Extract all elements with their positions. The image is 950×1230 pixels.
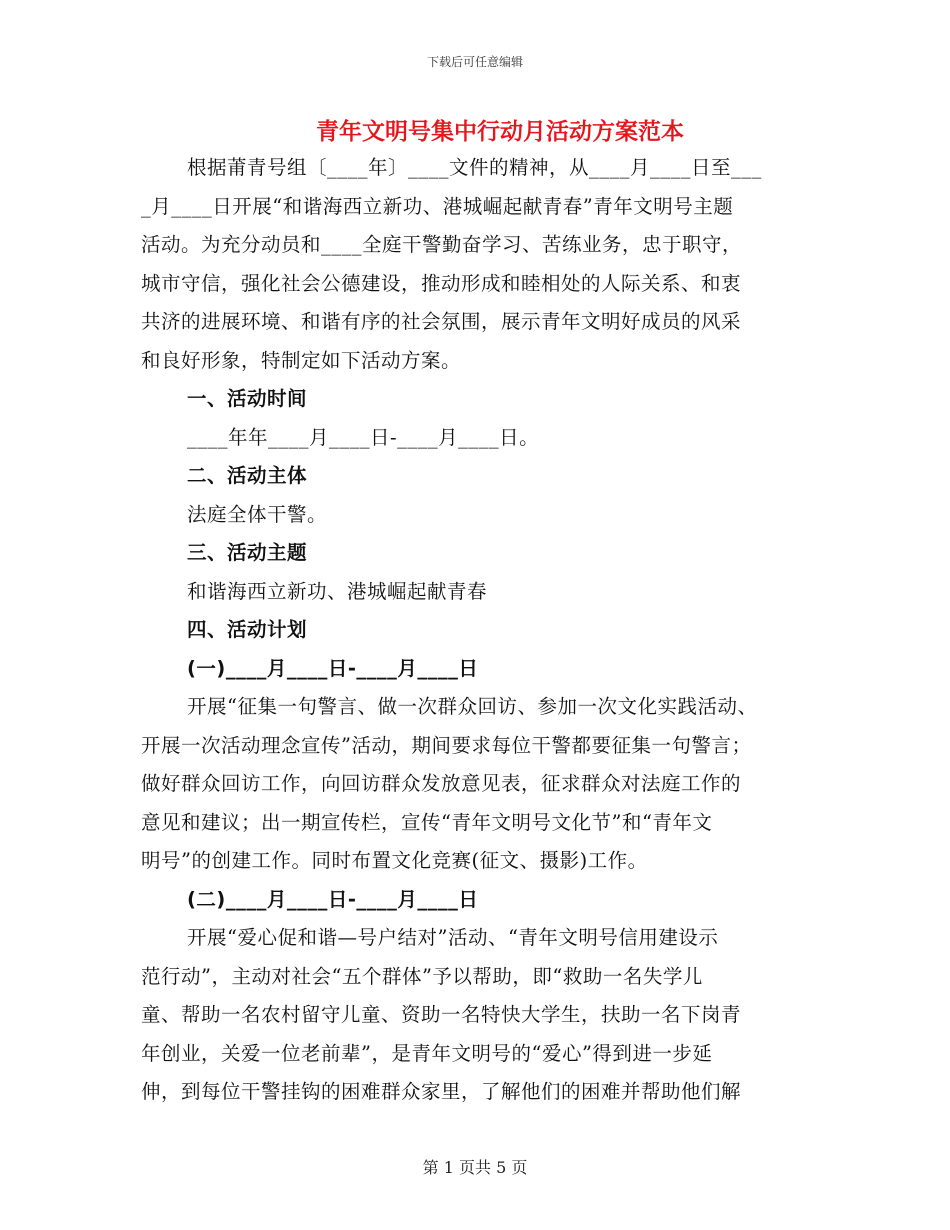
body-line: 明号”的创建工作。同时布置文化竞赛(征文、摄影)工作。 [141,849,648,872]
section-heading: 四、活动计划 [187,618,308,641]
body-line: 伸，到每位干警挂钩的困难群众家里，了解他们的困难并帮助他们解 [141,1080,742,1103]
page-footer: 第 1 页共 5 页 [422,1158,528,1177]
section-heading: 二、活动主体 [187,464,308,487]
body-line: 法庭全体干警。 [187,502,328,526]
body-line: 开展“征集一句警言、做一次群众回访、参加一次文化实践活动、 [187,695,758,718]
section-heading: 三、活动主题 [187,541,308,564]
body-line: 根据莆青号组〔____年〕____文件的精神，从____月____日至___ [187,156,762,179]
subsection-heading: (二)____月____日-____月____日 [187,887,479,911]
body-line: 活动。为充分动员和____全庭干警勤奋学习、苦练业务，忠于职守， [141,233,743,256]
body-line: 和谐海西立新功、港城崛起献青春 [187,579,488,603]
document-title: 青年文明号集中行动月活动方案范本 [316,119,684,145]
section-heading: 一、活动时间 [187,387,308,410]
body-line: _月____日开展“和谐海西立新功、港城崛起献青春”青年文明号主题 [141,194,734,218]
subsection-heading: (一)____月____日-____月____日 [187,656,479,680]
header-note: 下载后可任意编辑 [426,55,523,69]
body-line: 童、帮助一名农村留守儿童、资助一名特快大学生，扶助一名下岗青 [141,1003,742,1026]
body-line: 开展“爱心促和谐—号户结对”活动、“青年文明号信用建设示 [187,926,719,949]
body-line: ____年年____月____日-____月____日。 [187,425,540,449]
body-line: 共济的进展环境、和谐有序的社会氛围，展示青年文明好成员的风采 [141,310,742,333]
body-line: 年创业，关爱一位老前辈”，是青年文明号的“爱心”得到进一步延 [141,1041,713,1065]
body-line: 开展一次活动理念宣传”活动，期间要求每位干警都要征集一句警言； [141,733,752,757]
body-line: 范行动”，主动对社会“五个群体”予以帮助，即“救助一名失学儿 [141,964,703,988]
document-body [141,149,811,1112]
body-line: 意见和建议；出一期宣传栏，宣传“青年文明号文化节”和“青年文 [141,810,713,834]
body-line: 和良好形象，特制定如下活动方案。 [141,348,462,372]
body-line: 做好群众回访工作，向回访群众发放意见表，征求群众对法庭工作的 [141,772,742,795]
body-line: 城市守信，强化社会公德建设，推动形成和睦相处的人际关系、和衷 [141,271,742,295]
